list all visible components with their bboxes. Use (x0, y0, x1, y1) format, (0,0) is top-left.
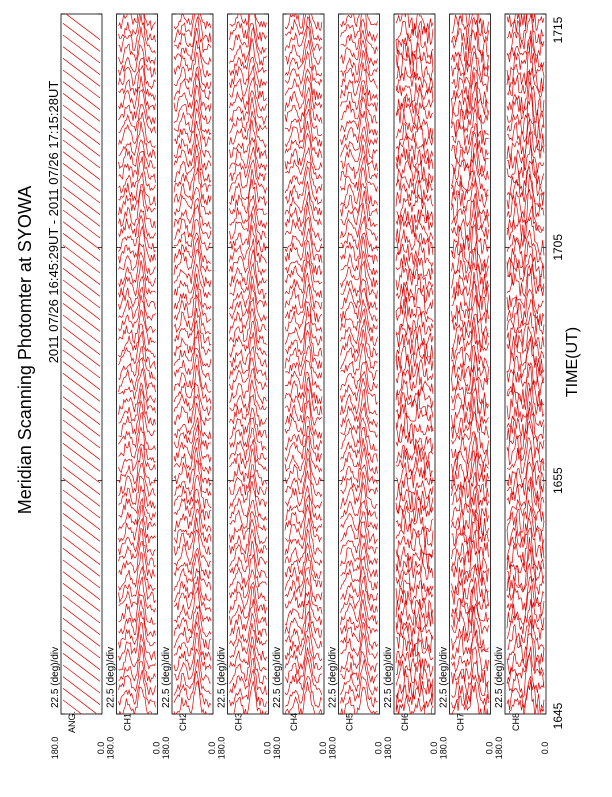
y-bottom-label: 0.0 (151, 741, 162, 755)
y-top-label: 180.0 (161, 736, 171, 760)
channel-label: CH7 (455, 712, 466, 732)
scale-label: 22.5 (deg)/div (494, 646, 505, 708)
x-tick-label: 1645 (551, 702, 565, 730)
y-bottom-label: 0.0 (318, 741, 328, 755)
y-top-label: 180.0 (494, 736, 504, 760)
channel-label: CH6 (400, 712, 410, 732)
y-bottom-label: 0.0 (429, 741, 439, 755)
y-top-label: 180.0 (105, 736, 116, 760)
scale-label: 22.5 (deg)/div (327, 646, 339, 708)
channel-label: CH4 (289, 712, 299, 732)
y-bottom-label: 0.0 (540, 741, 550, 755)
y-bottom-label: 0.0 (96, 741, 106, 755)
channel-label: CH8 (511, 712, 521, 732)
scale-label: 22.5 (deg)/div (50, 646, 61, 708)
y-top-label: 180.0 (216, 736, 227, 760)
scale-label: 22.5 (deg)/div (161, 646, 172, 708)
y-top-label: 180.0 (50, 736, 60, 760)
y-bottom-label: 0.0 (262, 741, 273, 755)
x-tick-label: 1705 (551, 233, 565, 261)
x-tick-label: 1655 (551, 467, 565, 495)
x-axis-label: TIME(UT) (564, 326, 581, 398)
y-top-label: 180.0 (438, 736, 449, 760)
scale-label: 22.5 (deg)/div (105, 646, 117, 708)
chart-title: Meridian Scanning Photomter at SYOWA (15, 185, 35, 515)
y-bottom-label: 0.0 (207, 741, 217, 755)
scale-label: 22.5 (deg)/div (272, 646, 283, 708)
y-top-label: 180.0 (383, 736, 393, 760)
channel-label: CH2 (178, 712, 188, 732)
y-top-label: 180.0 (272, 736, 282, 760)
x-tick-label: 1715 (551, 16, 565, 44)
scale-label: 22.5 (deg)/div (216, 646, 228, 708)
scale-label: 22.5 (deg)/div (383, 646, 394, 708)
chart-subtitle: 2011 07/26 16:45:29UT - 2011 07/26 17:15:28UT (46, 80, 61, 364)
channel-label: CH1 (122, 712, 133, 732)
y-top-label: 180.0 (327, 736, 338, 760)
channel-label: ANG. (67, 710, 77, 734)
y-bottom-label: 0.0 (484, 741, 495, 755)
scale-label: 22.5 (deg)/div (438, 646, 450, 708)
channel-label: CH3 (233, 712, 244, 732)
y-bottom-label: 0.0 (373, 741, 384, 755)
channel-label: CH5 (344, 712, 355, 732)
